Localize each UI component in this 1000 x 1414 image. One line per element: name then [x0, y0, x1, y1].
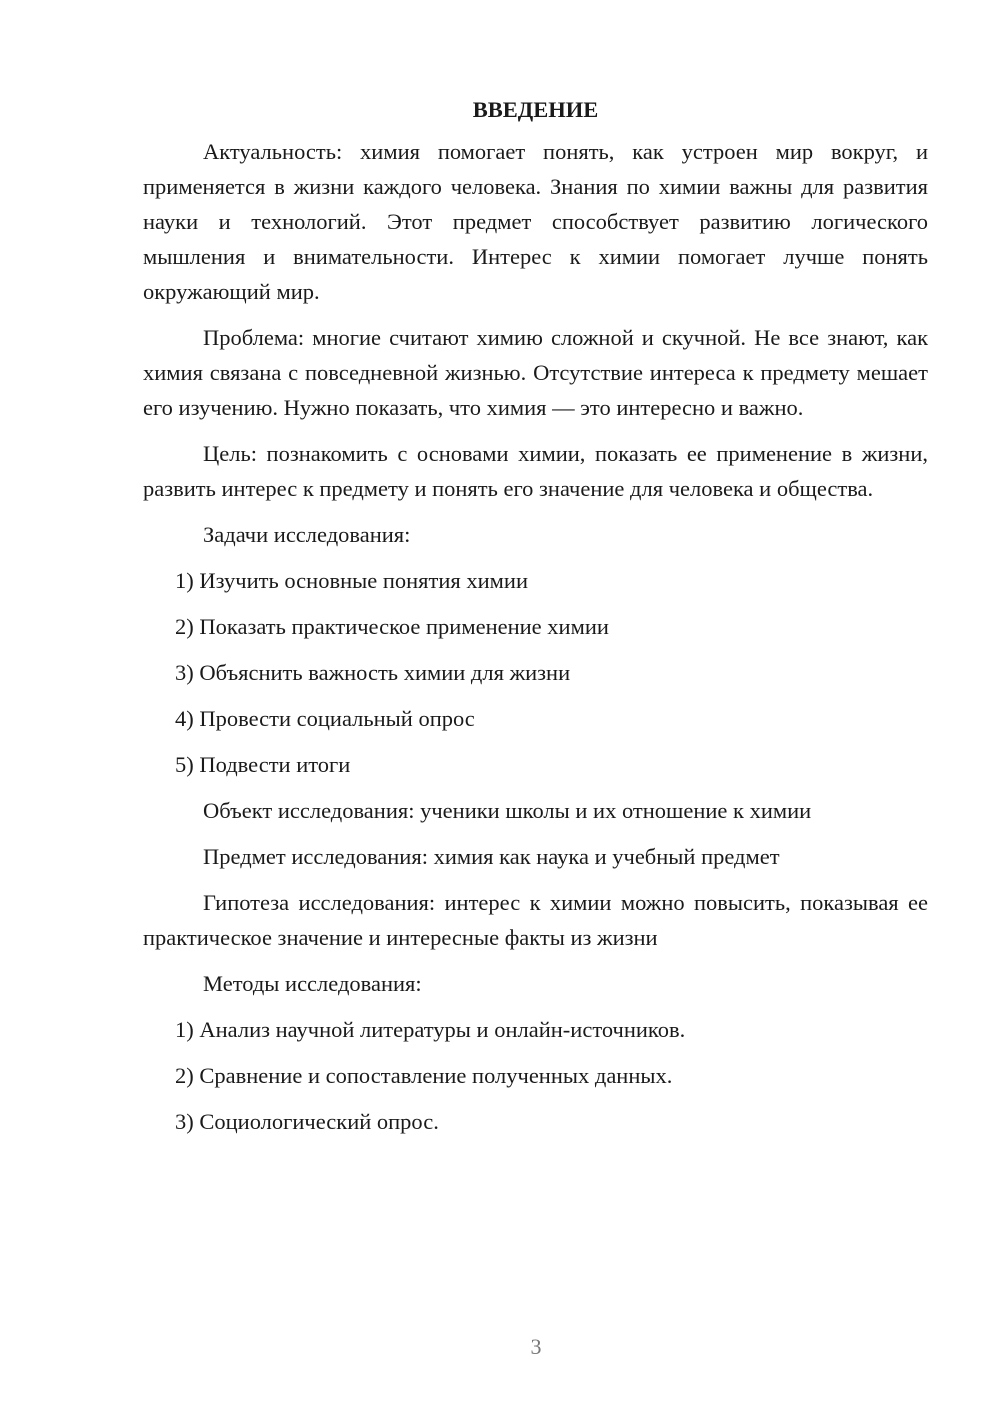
task-item: 4) Провести социальный опрос — [175, 706, 475, 731]
page-number: 3 — [530, 1334, 542, 1359]
task-item: 2) Показать практическое применение химии — [175, 614, 609, 639]
method-item: 2) Сравнение и сопоставление полученных данных. — [175, 1063, 673, 1088]
task-item: 3) Объяснить важность химии для жизни — [175, 660, 571, 685]
document-page — [143, 92, 928, 1139]
problem-paragraph: Проблема: многие считают химию сложной и скучной. Не все знают, как химия связана с повседневной жизнью. Отсутствие интереса к предмету мешает его изучению. Нужно показать, что химия — это интересно и важно. — [143, 325, 928, 420]
task-item: 5) Подвести итоги — [175, 752, 351, 777]
method-item: 3) Социологический опрос. — [175, 1109, 439, 1134]
methods-title: Методы исследования: — [203, 971, 422, 996]
research-hypothesis: Гипотеза исследования: интерес к химии можно повысить, показывая ее практическое значение и интересные факты из жизни — [143, 890, 928, 950]
tasks-title: Задачи исследования: — [203, 522, 411, 547]
section-heading: ВВЕДЕНИЕ — [472, 97, 599, 122]
goal-paragraph: Цель: познакомить с основами химии, показать ее применение в жизни, развить интерес к предмету и понять его значение для человека и общества. — [143, 441, 928, 501]
research-object: Объект исследования: ученики школы и их отношение к химии — [203, 798, 812, 823]
task-item: 1) Изучить основные понятия химии — [175, 568, 528, 593]
research-subject: Предмет исследования: химия как наука и учебный предмет — [203, 844, 780, 869]
relevance-paragraph: Актуальность: химия помогает понять, как устроен мир вокруг, и применяется в жизни каждого человека. Знания по химии важны для развития науки и технологий. Этот предмет способствует развитию логического мышления и внимательности. Интерес к химии помогает лучше понять окружающий мир. — [143, 139, 928, 304]
method-item: 1) Анализ научной литературы и онлайн-источников. — [175, 1017, 686, 1042]
